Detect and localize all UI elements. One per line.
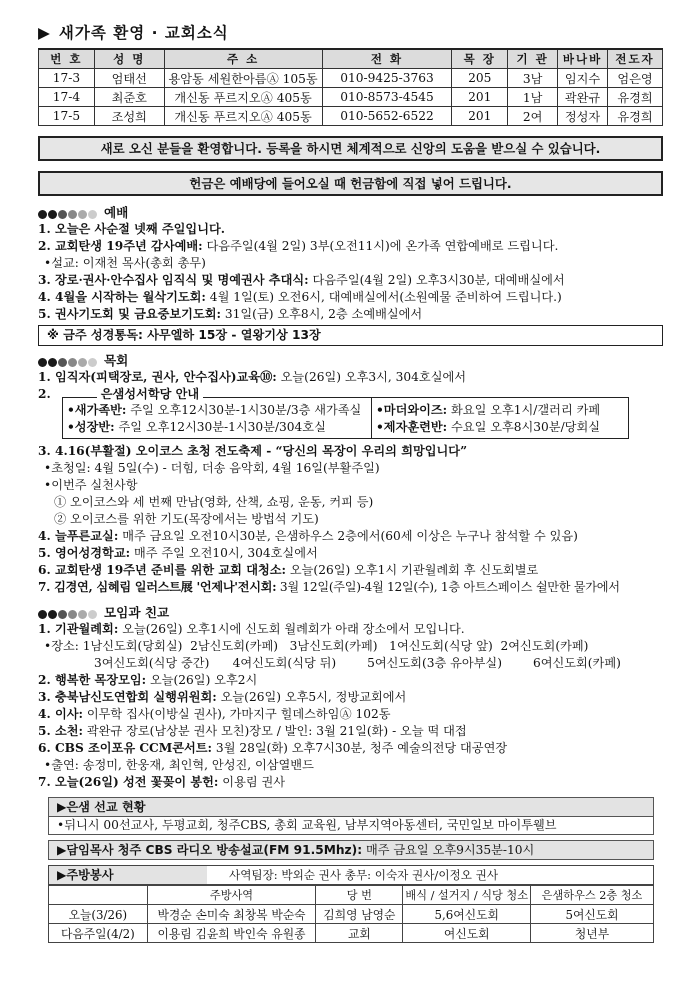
school-left: •새가족반: 주일 오후12시30분-1시30분/3층 새가족실 •성장반: 주일 오후12시30분-1시30분/304호실 [67,403,362,434]
ministry-item-2: 2. 은샘성서학당 안내 [38,386,663,403]
cell: 유경희 [608,107,663,126]
cell: 곽완규 [558,88,608,107]
bible-reading-box: ※ 금주 성경통독: 사무엘하 15장 - 열왕기상 13장 [38,325,663,346]
cell: 엄은영 [608,69,663,88]
fellowship-item-5: 5. 소천: 곽완규 장로(남상분 권사 모친)장모 / 발인: 3월 21일(화) - 오늘 떡 대접 [38,724,467,738]
table-row: 오늘(3/26) 박경순 손미숙 최창복 박순숙 김희영 남영순 5,6여신도회 5여신도회 [49,905,653,924]
ministry-item-3c: •이번주 실천사항 [44,478,138,492]
fellowship-item-2: 2. 행복한 목장모임: 오늘(26일) 오후2시 [38,673,258,687]
ministry-item-7: 7. 김경연, 심혜림 일러스트展 '언제나'전시회: 3월 12일(주일)-4월 12일(수), 1층 아트스페이스 쉴만한 물가에서 [38,580,620,594]
col-header: 번 호 [39,49,95,69]
cell: 개신동 푸르지오Ⓐ 405동 [164,107,322,126]
fellowship-item-1a: •장소: 1남신도회(당회실) 2남신도회(카페) 3남신도회(카페) 1여신도회(식당 앞) 2여신도회(카페) [44,639,589,653]
ministry-heading: 목회 [38,352,663,369]
worship-heading: 예배 [38,204,663,221]
col-header: 배식 / 설거지 / 식당 청소 [403,886,531,905]
col-header: 전 화 [322,49,452,69]
ministry-item-1: 1. 임직자(피택장로, 권사, 안수집사)교육⑩: 오늘(26일) 오후3시, 304호실에서 [38,370,467,384]
cell: 010-9425-3763 [322,69,452,88]
cell: 최준호 [94,88,164,107]
cell: 010-8573-4545 [322,88,452,107]
bottom-boxes [48,797,654,943]
worship-item-1: 1. 오늘은 사순절 넷째 주일입니다. [38,222,225,236]
col-header: 당 번 [316,886,403,905]
mission-line: •뒤니시 00선교사, 두평교회, 청주CBS, 총회 교육원, 남부지역아동센터, 국민일보 마이투웰브 [48,817,654,835]
school-box [62,397,629,439]
col-header: 목 장 [452,49,508,69]
cell: 201 [452,107,508,126]
col-header: 성 명 [94,49,164,69]
worship-item-2-sub: •설교: 이재천 목사(총회 총무) [44,256,206,270]
fellowship-item-6a: •출연: 송정미, 한웅재, 최인혁, 안성진, 이삼열밴드 [44,758,314,772]
service-head: ▶주방봉사 사역팀장: 박외순 권사 총무: 이숙자 권사/이정오 권사 [49,866,653,885]
table-row: 다음주일(4/2) 이용림 김윤희 박인숙 유원종 교회 여신도회 청년부 [49,924,653,943]
kitchen-service [48,865,654,943]
cell: 용암동 세원한아름Ⓐ 105동 [164,69,322,88]
table-row [39,107,663,126]
triangle-icon: ▶ [38,24,51,42]
fellowship-item-3: 3. 충북남신도연합회 실행위원회: 오늘(26일) 오후5시, 정방교회에서 [38,690,407,704]
ministry-item-3d: ① 오이코스와 세 번째 만남(영화, 산책, 쇼핑, 운동, 커피 등) [54,495,374,509]
worship-item-5: 5. 권사기도회 및 금요중보기도회: 31일(금) 오후8시, 2층 소예배실에서 [38,307,423,321]
table-row [39,69,663,88]
fellowship-item-1: 1. 기관월례회: 오늘(26일) 오후1시에 신도회 월례회가 아래 장소에서 모입니다. [38,622,465,636]
radio-head: ▶담임목사 청주 CBS 라디오 방송설교(FM 91.5Mhz): 매주 금요일 오후9시35분-10시 [48,840,654,860]
new-family-table [38,48,663,126]
col-header: 주방사역 [147,886,316,905]
col-header: 전도자 [608,49,663,69]
cell: 17-3 [39,69,95,88]
cell: 조성희 [94,107,164,126]
worship-item-2: 2. 교회탄생 19주년 감사예배: 다음주일(4월 2일) 3부(오전11시)에 온가족 연합예배로 드립니다. [38,239,559,253]
table-header-row [49,886,653,905]
cell: 201 [452,88,508,107]
fellowship-item-6: 6. CBS 조이포유 CCM콘서트: 3월 28일(화) 오후7시30분, 청주 예술의전당 대공연장 [38,741,508,755]
cell: 유경희 [608,88,663,107]
cell: 17-5 [39,107,95,126]
ministry-item-4: 4. 늘푸른교실: 매주 금요일 오전10시30분, 은샘하우스 2층에서(60세 이상은 누구나 참석할 수 있음) [38,529,578,543]
ministry-item-3e: ② 오이코스를 위한 기도(목장에서는 방법석 기도) [54,512,319,526]
school-title: 은샘성서학당 안내 [97,386,203,403]
dots-icon [38,205,98,222]
col-header: 은샘하우스 2층 청소 [531,886,653,905]
dots-icon [38,353,98,370]
table-header-row [39,49,663,69]
ministry-item-3: 3. 4.16(부활절) 오이코스 초청 전도축제 - “당신의 목장이 우리의 희망입니다” [38,444,468,458]
fellowship-item-1c: 3여신도회(식당 중간) 4여신도회(식당 뒤) 5여신도회(3층 유아부실) 6여신도회(카페) [94,656,621,670]
cell: 정성자 [558,107,608,126]
col-header: 기 관 [508,49,558,69]
table-row [39,88,663,107]
bulletin-page [38,22,663,943]
cell: 1남 [508,88,558,107]
fellowship-item-4: 4. 이사: 이무학 집사(이방실 권사), 가마지구 힐데스하임Ⓐ 102동 [38,707,391,721]
cell: 개신동 푸르지오Ⓐ 405동 [164,88,322,107]
welcome-notice: 새로 오신 분들을 환영합니다. 등록을 하시면 체계적으로 신앙의 도움을 받으실 수 있습니다. [38,136,663,161]
cell: 205 [452,69,508,88]
ministry-item-5: 5. 영어성경학교: 매주 주일 오전10시, 304호실에서 [38,546,318,560]
fellowship-item-7: 7. 오늘(26일) 성전 꽃꽂이 봉헌: 이용림 권사 [38,775,286,789]
school-right: •마더와이즈: 화요일 오후1시/갤러리 카페 •제자훈련반: 수요일 오후8시30분/당회실 [371,398,628,438]
cell: 임지수 [558,69,608,88]
ministry-item-3a: •초청일: 4월 5일(수) - 더힘, 더송 음악회, 4월 16일(부활주일) [44,461,380,475]
worship-item-3: 3. 장로·권사·안수집사 임직식 및 명예권사 추대식: 다음주일(4월 2일) 오후3시30분, 대예배실에서 [38,273,565,287]
col-header: 바나바 [558,49,608,69]
dots-icon [38,605,98,622]
col-header: 주 소 [164,49,322,69]
cell: 17-4 [39,88,95,107]
cell: 010-5652-6522 [322,107,452,126]
offering-notice: 헌금은 예배당에 들어오실 때 헌금함에 직접 넣어 드립니다. [38,171,663,196]
section-title: ▶ 새가족 환영 · 교회소식 [38,24,229,42]
cell: 엄태선 [94,69,164,88]
mission-head: ▶은샘 선교 현황 [48,797,654,817]
service-table [49,885,653,942]
cell: 3남 [508,69,558,88]
ministry-item-6: 6. 교회탄생 19주년 준비를 위한 교회 대청소: 오늘(26일) 오후1시 기관월례회 후 신도회별로 [38,563,539,577]
worship-item-4: 4. 4월을 시작하는 월삭기도회: 4월 1일(토) 오전6시, 대예배실에서(소원예물 준비하여 드립니다.) [38,290,562,304]
fellowship-heading: 모임과 친교 [38,604,663,621]
cell: 2여 [508,107,558,126]
